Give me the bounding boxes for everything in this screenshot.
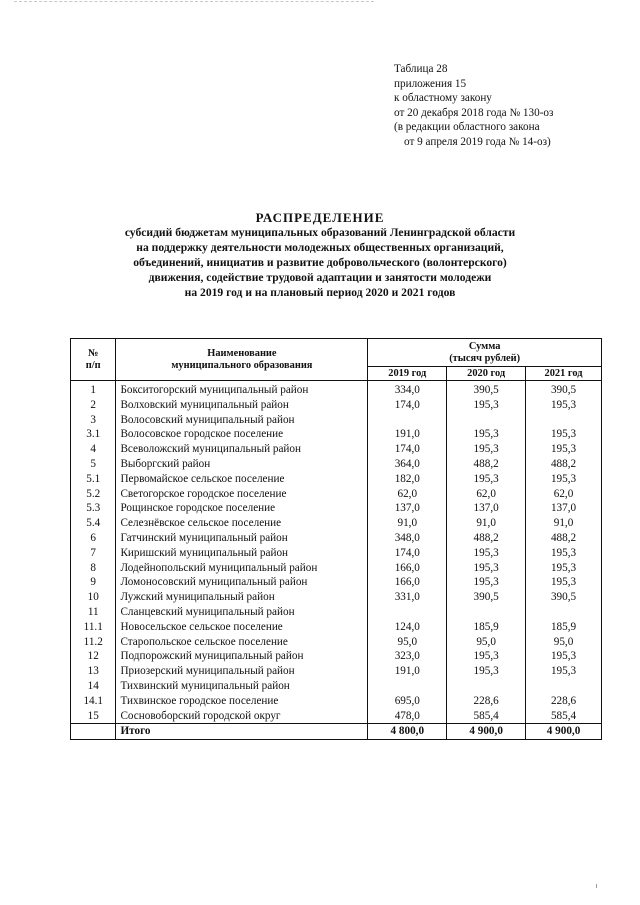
row-number: 5.4 [71, 516, 116, 531]
row-name: Старопольское сельское поселение [116, 635, 368, 650]
row-value-2019: 174,0 [368, 442, 447, 457]
row-name: Приозерский муниципальный район [116, 664, 368, 679]
table-row [71, 472, 602, 487]
table-row [71, 561, 602, 576]
row-value-2021 [526, 679, 602, 694]
row-number: 11.1 [71, 620, 116, 635]
row-value-2021: 195,3 [550, 428, 577, 441]
table-row [71, 546, 602, 561]
row-number: 8 [71, 561, 116, 576]
row-value-2019: 95,0 [368, 635, 447, 650]
row-value-2021: 195,3 [550, 443, 577, 456]
row-value-2021: 488,2 [550, 531, 577, 544]
row-value-2021: 390,5 [550, 591, 577, 604]
table-row [71, 457, 602, 472]
total-row [71, 724, 602, 740]
row-value-2020: 185,9 [447, 620, 526, 635]
row-value-2020 [447, 413, 526, 428]
row-number: 9 [71, 575, 116, 590]
row-name: Гатчинский муниципальный район [116, 531, 368, 546]
row-name: Тихвинское городское поселение [116, 694, 368, 709]
row-value-2021 [526, 605, 602, 620]
row-name: Сланцевский муниципальный район [116, 605, 368, 620]
row-value-2019: 191,0 [368, 664, 447, 679]
row-name: Светогорское городское поселение [116, 487, 368, 502]
header-sum [368, 339, 602, 367]
table-row [71, 487, 602, 502]
row-value-2021: 585,4 [550, 709, 577, 722]
row-name: Сосновоборский городской округ [116, 709, 368, 724]
row-value-2021: 390,5 [550, 384, 577, 396]
title-line: объединений, инициатив и развитие добровольческого (волонтерского) [133, 255, 507, 269]
row-number: 5 [71, 457, 116, 472]
total-2019: 4 800,0 [368, 724, 447, 740]
title-line: субсидий бюджетам муниципальных образований Ленинградской области [124, 226, 516, 239]
row-value-2020: 488,2 [447, 531, 526, 546]
row-value-2020: 195,3 [447, 427, 526, 442]
row-name: Волосовский муниципальный район [116, 413, 368, 428]
row-value-2021: 195,3 [550, 398, 577, 411]
row-value-2019: 166,0 [368, 575, 447, 590]
distribution-table [70, 338, 602, 740]
row-number: 7 [71, 546, 116, 561]
row-number: 5.2 [71, 487, 116, 502]
row-name: Всеволожский муниципальный район [116, 442, 368, 457]
row-name: Тихвинский муниципальный район [116, 679, 368, 694]
row-value-2019: 174,0 [368, 398, 447, 413]
row-value-2019 [368, 605, 447, 620]
row-value-2020: 195,3 [447, 546, 526, 561]
row-name: Выборгский район [116, 457, 368, 472]
row-number: 14.1 [71, 694, 116, 709]
table-row [71, 605, 602, 620]
row-value-2019: 166,0 [368, 561, 447, 576]
row-value-2021: 195,3 [550, 561, 577, 574]
row-number: 6 [71, 531, 116, 546]
row-value-2019: 191,0 [368, 427, 447, 442]
row-name: Новосельское сельское поселение [116, 620, 368, 635]
header-num-label: № [88, 347, 99, 359]
header-name-sub: муниципального образования [171, 359, 313, 371]
row-name: Киришский муниципальный район [116, 546, 368, 561]
row-name: Подпорожский муниципальный район [116, 649, 368, 664]
row-value-2020 [447, 679, 526, 694]
annex-reference [394, 62, 624, 150]
annex-number: приложения 15 [394, 77, 467, 90]
row-number: 4 [71, 442, 116, 457]
row-name: Волховский муниципальный район [116, 398, 368, 413]
row-value-2020: 91,0 [447, 516, 526, 531]
row-name: Бокситогорский муниципальный район [116, 381, 368, 398]
table-row [71, 531, 602, 546]
row-number: 15 [71, 709, 116, 724]
header-sum-sub: (тысяч рублей) [449, 352, 521, 364]
edition-note: (в редакции областного закона [394, 121, 540, 134]
row-value-2019: 174,0 [368, 546, 447, 561]
row-number: 11.2 [71, 635, 116, 650]
row-value-2021 [526, 413, 602, 428]
row-value-2019 [368, 413, 447, 428]
row-value-2019: 323,0 [368, 649, 447, 664]
row-value-2020: 195,3 [447, 575, 526, 590]
row-value-2021: 488,2 [550, 457, 577, 470]
row-name: Волосовское городское поселение [116, 427, 368, 442]
header-num-sub: п/п [85, 359, 101, 371]
row-value-2019: 334,0 [368, 381, 447, 398]
row-value-2021: 195,3 [550, 650, 577, 663]
edition-date: от 9 апреля 2019 года № 14-оз) [404, 135, 551, 148]
table-row [71, 413, 602, 428]
table-row [71, 635, 602, 650]
table-row [71, 501, 602, 516]
header-name-label: Наименование [207, 347, 277, 359]
row-name: Первомайское сельское поселение [116, 472, 368, 487]
table-row [71, 398, 602, 413]
row-value-2020: 195,3 [447, 664, 526, 679]
row-number: 3 [71, 413, 116, 428]
row-value-2020: 390,5 [447, 381, 526, 398]
table-row [71, 649, 602, 664]
row-value-2020: 195,3 [447, 442, 526, 457]
row-number: 14 [71, 679, 116, 694]
row-name: Лодейнопольский муниципальный район [116, 561, 368, 576]
row-value-2019 [368, 679, 447, 694]
table-row [71, 694, 602, 709]
table-row [71, 381, 602, 398]
row-value-2019: 182,0 [368, 472, 447, 487]
row-name: Ломоносовский муниципальный район [116, 575, 368, 590]
law-date: от 20 декабря 2018 года № 130-оз [394, 106, 554, 119]
title-line: движения, содействие трудовой адаптации и занятости молодежи [148, 270, 492, 284]
row-value-2020: 137,0 [447, 501, 526, 516]
table-row [71, 620, 602, 635]
row-value-2020: 95,0 [447, 635, 526, 650]
row-value-2021: 195,3 [550, 546, 577, 559]
row-value-2021: 91,0 [553, 517, 574, 530]
row-number: 10 [71, 590, 116, 605]
row-value-2021: 62,0 [553, 487, 574, 500]
row-value-2019: 124,0 [368, 620, 447, 635]
row-value-2020: 195,3 [447, 649, 526, 664]
row-number: 5.1 [71, 472, 116, 487]
table-row [71, 590, 602, 605]
table-row [71, 516, 602, 531]
row-value-2021: 137,0 [550, 502, 577, 515]
scan-mark [596, 884, 597, 888]
row-value-2019: 348,0 [368, 531, 447, 546]
title-line: на 2019 год и на плановый период 2020 и 2021 годов [184, 285, 456, 299]
row-value-2021: 195,3 [550, 472, 577, 485]
table-row [71, 575, 602, 590]
row-number: 3.1 [71, 427, 116, 442]
table-row [71, 709, 602, 724]
header-2021: 2021 год [526, 367, 602, 381]
total-label: Итого [116, 724, 368, 740]
row-value-2019: 695,0 [368, 694, 447, 709]
row-value-2021: 185,9 [550, 620, 577, 633]
row-value-2020: 195,3 [447, 472, 526, 487]
row-number: 13 [71, 664, 116, 679]
row-value-2021: 195,3 [550, 665, 577, 678]
row-number: 5.3 [71, 501, 116, 516]
document-title [40, 209, 600, 301]
table-number: Таблица 28 [394, 63, 448, 75]
row-value-2020: 195,3 [447, 561, 526, 576]
row-value-2019: 364,0 [368, 457, 447, 472]
row-value-2020: 195,3 [447, 398, 526, 413]
row-value-2020: 488,2 [447, 457, 526, 472]
header-num [71, 339, 116, 381]
row-value-2019: 91,0 [368, 516, 447, 531]
row-value-2019: 62,0 [368, 487, 447, 502]
header-sum-label: Сумма [468, 340, 501, 352]
table-row [71, 664, 602, 679]
table-row [71, 427, 602, 442]
row-value-2020 [447, 605, 526, 620]
scan-artifact-line [14, 1, 374, 3]
row-value-2020: 62,0 [447, 487, 526, 502]
row-name: Рощинское городское поселение [116, 501, 368, 516]
title-line: на поддержку деятельности молодежных общественных организаций, [136, 240, 504, 254]
total-2021: 4 900,0 [526, 724, 602, 740]
row-number: 11 [71, 605, 116, 620]
header-2020: 2020 год [447, 367, 526, 381]
row-name: Лужский муниципальный район [116, 590, 368, 605]
title-heading: РАСПРЕДЕЛЕНИЕ [255, 210, 385, 225]
table-row [71, 679, 602, 694]
row-number: 1 [71, 381, 116, 398]
law-reference: к областному закону [394, 92, 492, 105]
total-num [71, 724, 116, 740]
row-name: Селезнёвское сельское поселение [116, 516, 368, 531]
row-value-2021: 195,3 [550, 576, 577, 589]
row-value-2021: 95,0 [553, 635, 574, 648]
total-2020: 4 900,0 [447, 724, 526, 740]
header-name [116, 339, 368, 381]
row-value-2020: 228,6 [447, 694, 526, 709]
row-value-2021: 228,6 [550, 694, 577, 707]
row-value-2019: 478,0 [368, 709, 447, 724]
row-number: 2 [71, 398, 116, 413]
header-2019: 2019 год [368, 367, 447, 381]
row-value-2019: 331,0 [368, 590, 447, 605]
row-value-2020: 585,4 [447, 709, 526, 724]
row-value-2019: 137,0 [368, 501, 447, 516]
row-value-2020: 390,5 [447, 590, 526, 605]
table-row [71, 442, 602, 457]
row-number: 12 [71, 649, 116, 664]
